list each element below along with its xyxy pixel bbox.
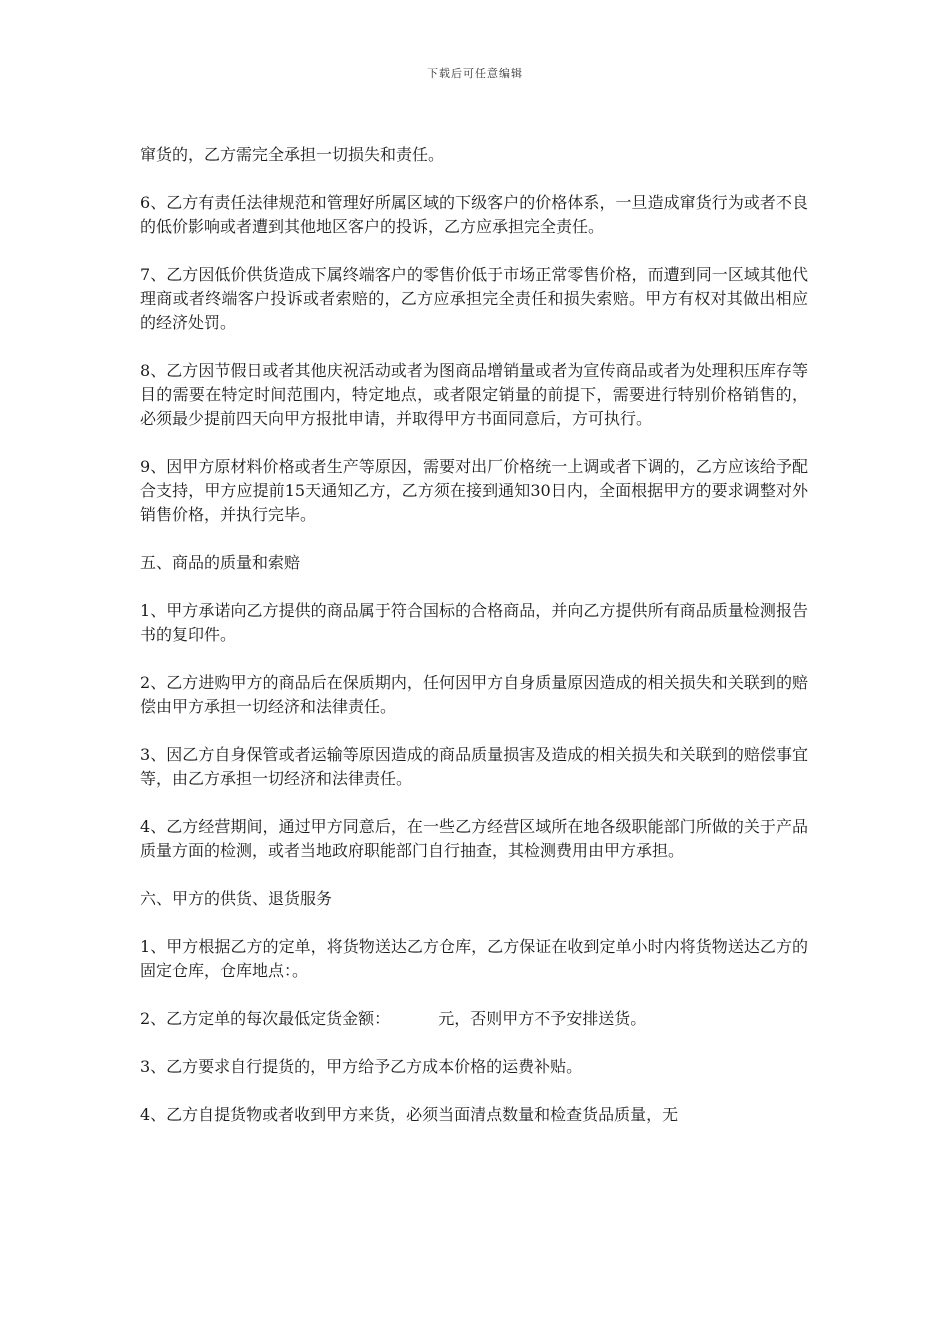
document-body — [140, 143, 808, 1151]
section-heading: 五、商品的质量和索赔 — [140, 553, 301, 572]
paragraph-min-order — [140, 1007, 808, 1031]
paragraph: 9、因甲方原材料价格或者生产等原因，需要对出厂价格统一上调或者下调的，乙方应该给予配合支持，甲方应提前15天通知乙方，乙方须在接到通知30日内，全面根据甲方的要求调整对外销售价格，并执行完毕。 — [140, 457, 808, 524]
paragraph: 窜货的，乙方需完全承担一切损失和责任。 — [140, 145, 445, 164]
paragraph: 1、甲方根据乙方的定单，将货物送达乙方仓库，乙方保证在收到定单小时内将货物送达乙方的固定仓库，仓库地点：。 — [140, 937, 808, 980]
min-order-text-before: 2、乙方定单的每次最低定货金额： — [140, 1009, 391, 1028]
paragraph: 7、乙方因低价供货造成下属终端客户的零售价低于市场正常零售价格，而遭到同一区域其他代理商或者终端客户投诉或者索赔的，乙方应承担完全责任和损失索赔。甲方有权对其做出相应的经济处罚。 — [140, 265, 808, 332]
paragraph: 3、乙方要求自行提货的，甲方给予乙方成本价格的运费补贴。 — [140, 1057, 583, 1076]
paragraph: 2、乙方进购甲方的商品后在保质期内，任何因甲方自身质量原因造成的相关损失和关联到的赔偿由甲方承担一切经济和法律责任。 — [140, 673, 808, 716]
paragraph: 8、乙方因节假日或者其他庆祝活动或者为图商品增销量或者为宣传商品或者为处理积压库存等目的需要在特定时间范围内，特定地点，或者限定销量的前提下，需要进行特别价格销售的，必须最少提前四天向甲方报批申请，并取得甲方书面同意后，方可执行。 — [140, 361, 808, 428]
paragraph: 4、乙方自提货物或者收到甲方来货，必须当面清点数量和检查货品质量，无 — [140, 1105, 679, 1124]
paragraph: 6、乙方有责任法律规范和管理好所属区域的下级客户的价格体系，一旦造成窜货行为或者不良的低价影响或者遭到其他地区客户的投诉，乙方应承担完全责任。 — [140, 193, 808, 236]
section-heading: 六、甲方的供货、退货服务 — [140, 889, 333, 908]
page-header: 下载后可任意编辑 — [427, 67, 523, 80]
paragraph: 3、因乙方自身保管或者运输等原因造成的商品质量损害及造成的相关损失和关联到的赔偿事宜等，由乙方承担一切经济和法律责任。 — [140, 745, 808, 788]
min-order-text-after: 元，否则甲方不予安排送货。 — [438, 1009, 647, 1028]
paragraph: 4、乙方经营期间，通过甲方同意后，在一些乙方经营区域所在地各级职能部门所做的关于产品质量方面的检测，或者当地政府职能部门自行抽查，其检测费用由甲方承担。 — [140, 817, 808, 860]
paragraph: 1、甲方承诺向乙方提供的商品属于符合国标的合格商品，并向乙方提供所有商品质量检测报告书的复印件。 — [140, 601, 808, 644]
